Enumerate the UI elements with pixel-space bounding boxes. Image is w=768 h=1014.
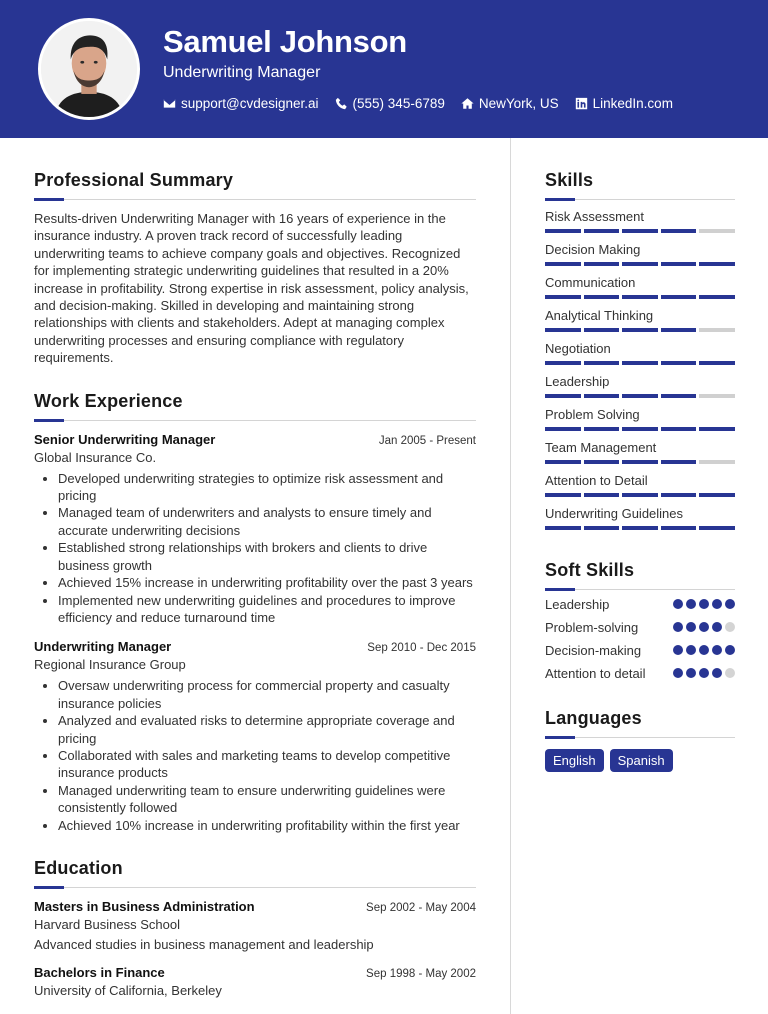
skill-level-bar <box>545 328 735 332</box>
resume-header <box>0 0 768 138</box>
job-company: Regional Insurance Group <box>34 657 186 673</box>
summary-text: Results-driven Underwriting Manager with 16 years of experience in the insurance industry. A proven track record of successfully leading underwriting teams to achieve company goals and objectives. Recognized for implementing strategic underwriting guidelines that resulted in a 20% increase in profitability. Strong expertise in risk assessment, policy analysis, and decision-making. Skilled in developing and maintaining strong relationships with clients and stakeholders. Adept at managing complex underwriting processes and ensuring compliance with regulatory requirements. <box>34 211 469 366</box>
degree-title: Masters in Business Administration <box>34 898 255 914</box>
phone-text: (555) 345-6789 <box>352 96 445 111</box>
education-dates: Sep 1998 - May 2002 <box>366 967 476 980</box>
job-title: Underwriting Manager <box>34 639 172 655</box>
skill-level-segment <box>699 361 735 365</box>
section-title: Languages <box>545 708 642 728</box>
summary-section <box>34 170 476 367</box>
skill-level-segment <box>584 427 620 431</box>
soft-skills-section <box>545 560 735 682</box>
job-bullet: • Analyzed and evaluated risks to determine appropriate coverage and pricing <box>58 712 476 747</box>
rating-dot <box>725 645 735 655</box>
degree-title: Bachelors in Finance <box>34 964 165 980</box>
skill-level-bar <box>545 427 735 431</box>
skill-level-segment <box>584 262 620 266</box>
soft-skill-rating <box>673 668 735 678</box>
skill-level-segment <box>622 394 658 398</box>
skill-level-bar <box>545 361 735 365</box>
phone-icon <box>335 97 348 110</box>
education-entry <box>34 899 476 952</box>
soft-skill-name: Decision-making <box>545 643 642 658</box>
job-bullet: • Implemented new underwriting guidelines and procedures to improve efficiency and reduce turnaround time <box>58 592 476 627</box>
soft-skill-name: Leadership <box>545 597 610 612</box>
section-rule <box>545 199 735 200</box>
section-rule <box>545 737 735 738</box>
rating-dot <box>725 668 735 678</box>
job-bullets <box>34 677 476 834</box>
skill-level-segment <box>622 526 658 530</box>
skill-level-segment <box>545 328 581 332</box>
skills-list <box>545 209 735 530</box>
soft-skill-rating <box>673 622 735 632</box>
skill-name: Underwriting Guidelines <box>545 506 684 521</box>
skill-level-bar <box>545 460 735 464</box>
skill-item <box>545 308 735 332</box>
job-company: Global Insurance Co. <box>34 449 157 465</box>
section-title: Work Experience <box>34 390 183 411</box>
skill-name: Analytical Thinking <box>545 308 654 323</box>
rating-dot <box>686 668 696 678</box>
job-title: Senior Underwriting Manager <box>34 431 216 447</box>
rating-dot <box>673 668 683 678</box>
skill-level-segment <box>545 295 581 299</box>
job-bullet: • Developed underwriting strategies to optimize risk assessment and pricing <box>58 470 476 505</box>
skill-level-segment <box>699 262 735 266</box>
school-name: Harvard Business School <box>34 916 180 932</box>
experience-section <box>34 391 476 834</box>
skill-level-segment <box>545 493 581 497</box>
section-rule <box>34 199 476 200</box>
skill-name: Risk Assessment <box>545 209 644 224</box>
skill-item <box>545 209 735 233</box>
skill-item <box>545 506 735 530</box>
soft-skill-rating <box>673 599 735 609</box>
skill-level-segment <box>545 394 581 398</box>
section-title: Professional Summary <box>34 170 234 190</box>
job-bullet: • Established strong relationships with brokers and clients to drive business growth <box>58 539 476 574</box>
rating-dot <box>712 668 722 678</box>
skill-level-segment <box>545 526 581 530</box>
skill-level-segment <box>699 526 735 530</box>
school-name: University of California, Berkeley <box>34 982 222 998</box>
job-bullet: • Managed team of underwriters and analysts to ensure timely and accurate underwriting decisions <box>58 504 476 539</box>
skill-level-segment <box>661 262 697 266</box>
skill-level-bar <box>545 493 735 497</box>
skill-level-segment <box>584 295 620 299</box>
skill-level-segment <box>584 526 620 530</box>
skill-item <box>545 407 735 431</box>
skill-level-segment <box>622 262 658 266</box>
section-title: Soft Skills <box>545 560 635 580</box>
skill-level-segment <box>622 295 658 299</box>
job-bullet: • Managed underwriting team to ensure underwriting guidelines were consistently followed <box>58 782 476 817</box>
skill-level-bar <box>545 526 735 530</box>
skill-item <box>545 473 735 497</box>
skill-level-segment <box>584 328 620 332</box>
email-text: support@cvdesigner.ai <box>181 96 319 111</box>
skill-level-segment <box>622 427 658 431</box>
skill-level-segment <box>545 229 581 233</box>
job-bullet: • Achieved 10% increase in underwriting profitability within the first year <box>58 817 476 834</box>
skill-level-segment <box>699 460 735 464</box>
skill-item <box>545 440 735 464</box>
skill-level-segment <box>661 526 697 530</box>
skill-level-segment <box>622 229 658 233</box>
skill-level-segment <box>661 295 697 299</box>
home-icon <box>461 97 474 110</box>
soft-skill-name: Problem-solving <box>545 620 639 635</box>
job-bullet: • Collaborated with sales and marketing teams to develop competitive insurance products <box>58 747 476 782</box>
candidate-title: Underwriting Manager <box>163 64 321 81</box>
skill-name: Leadership <box>545 374 610 389</box>
skill-level-segment <box>699 427 735 431</box>
skill-name: Decision Making <box>545 242 641 257</box>
email-icon <box>163 97 176 110</box>
skill-level-segment <box>661 328 697 332</box>
contact-phone[interactable] <box>335 96 445 111</box>
location-text: NewYork, US <box>478 96 559 111</box>
languages-section <box>545 708 735 772</box>
skill-level-segment <box>661 427 697 431</box>
job-entry <box>34 432 476 627</box>
job-bullet: • Achieved 15% increase in underwriting profitability over the past 3 years <box>58 574 476 591</box>
skill-item <box>545 374 735 398</box>
linkedin-text: LinkedIn.com <box>592 96 673 111</box>
skill-name: Team Management <box>545 440 657 455</box>
section-rule <box>545 589 735 590</box>
rating-dot <box>712 622 722 632</box>
rating-dot <box>699 599 709 609</box>
soft-skills-list <box>545 596 735 682</box>
skill-level-segment <box>699 394 735 398</box>
skill-item <box>545 242 735 266</box>
skill-level-segment <box>661 460 697 464</box>
rating-dot <box>699 645 709 655</box>
skill-level-segment <box>545 262 581 266</box>
skill-level-segment <box>699 295 735 299</box>
skill-name: Problem Solving <box>545 407 640 422</box>
skill-level-segment <box>584 460 620 464</box>
education-entry <box>34 965 476 998</box>
education-description: Advanced studies in business management and leadership <box>34 936 374 952</box>
contact-linkedin[interactable] <box>575 96 673 111</box>
rating-dot <box>673 599 683 609</box>
section-rule <box>34 420 476 421</box>
profile-photo <box>41 21 137 117</box>
skill-level-segment <box>622 328 658 332</box>
rating-dot <box>699 668 709 678</box>
soft-skill-rating <box>673 645 735 655</box>
contact-bar <box>163 96 673 111</box>
skill-level-segment <box>622 361 658 365</box>
language-tag: English <box>545 749 604 772</box>
education-section <box>34 858 476 998</box>
skill-level-segment <box>545 460 581 464</box>
job-dates: Jan 2005 - Present <box>378 434 476 447</box>
education-dates: Sep 2002 - May 2004 <box>366 901 476 914</box>
skill-level-segment <box>699 328 735 332</box>
skill-level-segment <box>545 361 581 365</box>
rating-dot <box>686 645 696 655</box>
rating-dot <box>673 645 683 655</box>
rating-dot <box>712 645 722 655</box>
linkedin-icon <box>575 97 588 110</box>
language-tag: Spanish <box>610 749 673 772</box>
skill-name: Communication <box>545 275 636 290</box>
skill-level-segment <box>661 361 697 365</box>
skill-level-bar <box>545 295 735 299</box>
column-divider <box>510 138 511 1014</box>
rating-dot <box>699 622 709 632</box>
main-column <box>34 170 476 998</box>
skill-level-bar <box>545 394 735 398</box>
job-entry <box>34 639 476 834</box>
skill-level-bar <box>545 262 735 266</box>
rating-dot <box>686 599 696 609</box>
soft-skill-item <box>545 596 735 613</box>
skill-level-segment <box>584 493 620 497</box>
skill-level-segment <box>622 460 658 464</box>
skill-level-segment <box>622 493 658 497</box>
skill-level-segment <box>699 493 735 497</box>
skill-item <box>545 275 735 299</box>
rating-dot <box>725 622 735 632</box>
soft-skill-item <box>545 642 735 659</box>
skill-level-segment <box>545 427 581 431</box>
skill-level-segment <box>661 493 697 497</box>
soft-skill-item <box>545 619 735 636</box>
skill-level-bar <box>545 229 735 233</box>
rating-dot <box>725 599 735 609</box>
avatar <box>38 18 140 120</box>
section-title: Education <box>34 857 123 878</box>
contact-email[interactable] <box>163 96 319 111</box>
sidebar-column <box>545 170 735 772</box>
contact-location[interactable] <box>461 96 559 111</box>
rating-dot <box>712 599 722 609</box>
job-bullet: • Oversaw underwriting process for commercial property and casualty insurance policies <box>58 677 476 712</box>
skill-name: Negotiation <box>545 341 611 356</box>
skill-level-segment <box>661 394 697 398</box>
section-title: Skills <box>545 170 594 190</box>
rating-dot <box>686 622 696 632</box>
candidate-name: Samuel Johnson <box>163 24 407 59</box>
skill-level-segment <box>661 229 697 233</box>
skill-level-segment <box>584 229 620 233</box>
soft-skill-item <box>545 665 735 682</box>
rating-dot <box>673 622 683 632</box>
skill-level-segment <box>584 361 620 365</box>
languages-list <box>545 749 735 772</box>
job-dates: Sep 2010 - Dec 2015 <box>367 642 476 655</box>
skills-section <box>545 170 735 530</box>
skill-item <box>545 341 735 365</box>
skill-level-segment <box>699 229 735 233</box>
section-rule <box>34 887 476 888</box>
skill-level-segment <box>584 394 620 398</box>
job-bullets <box>34 470 476 627</box>
soft-skill-name: Attention to detail <box>545 666 646 681</box>
skill-name: Attention to Detail <box>545 473 648 488</box>
